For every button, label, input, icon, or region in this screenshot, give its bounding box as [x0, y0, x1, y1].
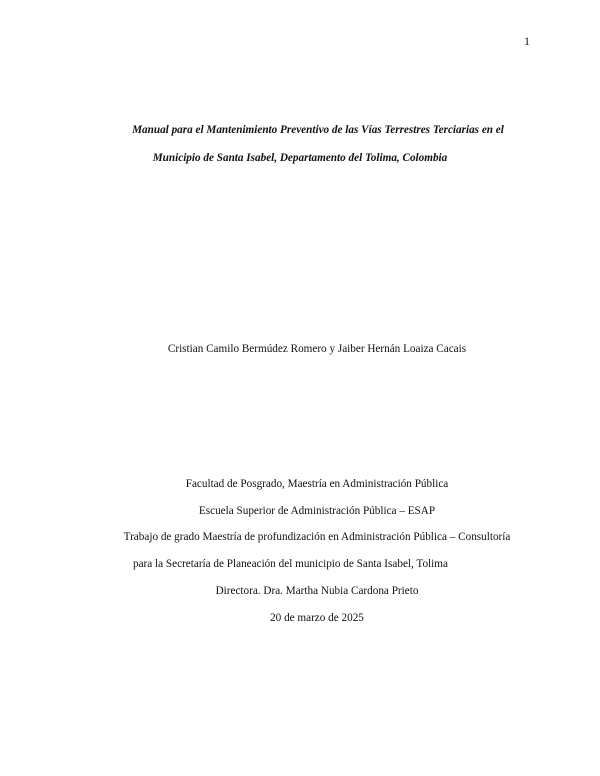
authors: Cristian Camilo Bermúdez Romero y Jaiber Hernán Loaiza Cacais [167, 343, 467, 355]
date: 20 de marzo de 2025 [270, 612, 364, 624]
work-description-line-2: para la Secretaría de Planeación del municipio de Santa Isabel, Tolima [133, 558, 448, 570]
school: Escuela Superior de Administración Pública – ESAP [198, 505, 436, 517]
title-line-1: Manual para el Mantenimiento Preventivo de las Vías Terrestres Terciarias en el [132, 124, 504, 136]
title-line-2: Municipio de Santa Isabel, Departamento del Tolima, Colombia [152, 152, 448, 164]
work-description-line-1: Trabajo de grado Maestría de profundización en Administración Pública – Consultoría [123, 531, 511, 543]
director: Directora. Dra. Martha Nubia Cardona Prieto [215, 585, 419, 597]
faculty: Facultad de Posgrado, Maestría en Administración Pública [185, 478, 449, 490]
title-line-2-row [0, 152, 600, 164]
page-number: 1 [524, 34, 530, 48]
